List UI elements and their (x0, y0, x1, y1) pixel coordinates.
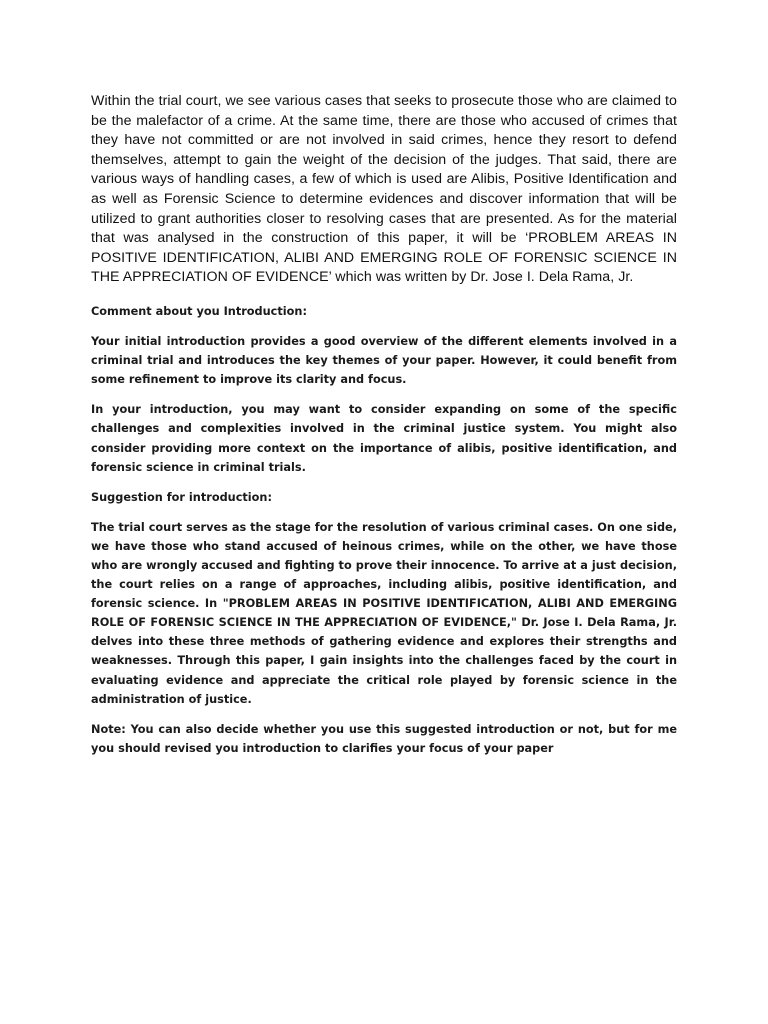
intro-paragraph: Within the trial court, we see various cases that seeks to prosecute those who are claimed to be the malefactor of a crime. At the same time, there are those who accused of crimes that they have not committed or are not involved in said crimes, hence they resort to defend themselves, attempt to gain the weight of the decision of the judges. That said, there are various ways of handling cases, a few of which is used are Alibis, Positive Identification and as well as Forensic Science to determine evidences and discover information that will be utilized to grant authorities closer to resolving cases that are presented. As for the material that was analysed in the construction of this paper, it will be ‘PROBLEM AREAS IN POSITIVE IDENTIFICATION, ALIBI AND EMERGING ROLE OF FORENSIC SCIENCE IN THE APPRECIATION OF EVIDENCE’ which was written by Dr. Jose I. Dela Rama, Jr. (91, 93, 677, 286)
comment-paragraph-1: Your initial introduction provides a good overview of the different elements involved in a criminal trial and introduces the key themes of your paper. However, it could benefit from some refinement to improve its clarity and focus. (91, 335, 677, 387)
note-paragraph: Note: You can also decide whether you use this suggested introduction or not, but for me you should revised you introduction to clarifies your focus of your paper (91, 722, 677, 755)
comment-heading: Comment about you Introduction: (91, 304, 307, 318)
suggestion-heading: Suggestion for introduction: (91, 490, 272, 504)
comment-paragraph-2: In your introduction, you may want to consider expanding on some of the specific challenges and complexities involved in the criminal justice system. You might also consider providing more context on the importance of alibis, positive identification, and forensic science in criminal trials. (91, 403, 677, 474)
suggestion-paragraph: The trial court serves as the stage for the resolution of various criminal cases. On one side, we have those who stand accused of heinous crimes, while on the other, we have those who are wrongly accused and fighting to prove their innocence. To arrive at a just decision, the court relies on a range of approaches, including alibis, positive identification, and forensic science. In "PROBLEM AREAS IN POSITIVE IDENTIFICATION, ALIBI AND EMERGING ROLE OF FORENSIC SCIENCE IN THE APPRECIATION OF EVIDENCE," Dr. Jose I. Dela Rama, Jr. delves into these three methods of gathering evidence and explores their strengths and weaknesses. Through this paper, I gain insights into the challenges faced by the court in evaluating evidence and appreciate the critical role played by forensic science in the administration of justice. (91, 520, 677, 706)
